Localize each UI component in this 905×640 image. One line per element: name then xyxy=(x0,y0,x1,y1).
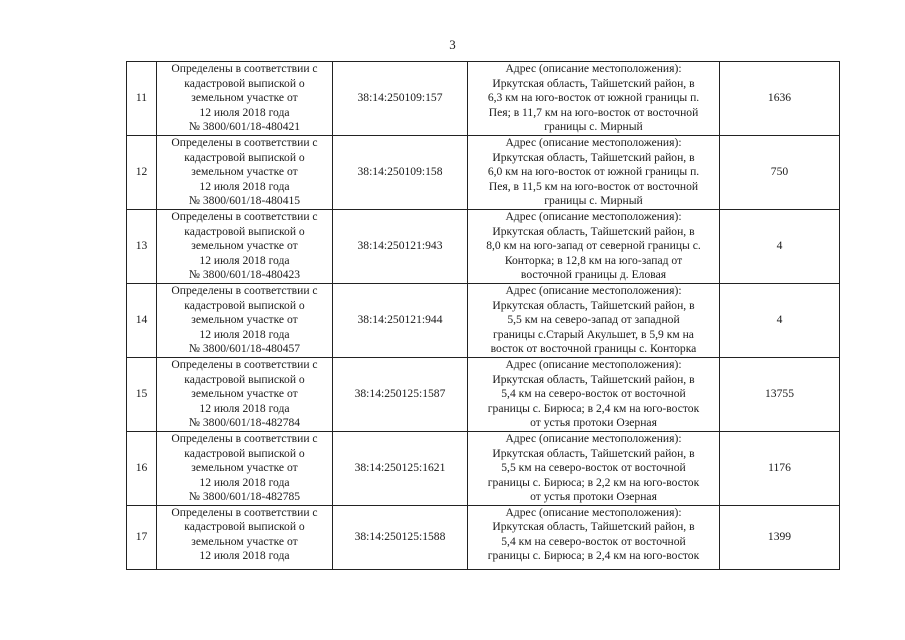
address-line: 6,0 км на юго-восток от южной границы п. xyxy=(487,165,700,179)
area-cell: 13755 xyxy=(720,358,840,432)
address-cell xyxy=(468,432,720,506)
basis-line: № 3800/601/18-480423 xyxy=(188,268,301,282)
address-line: Конторка; в 12,8 км на юго-запад от xyxy=(504,253,683,267)
page-number: 3 xyxy=(449,37,456,52)
address-line: 5,5 км на северо-запад от западной xyxy=(507,313,680,327)
table-row xyxy=(127,358,840,432)
basis-line: 12 июля 2018 года xyxy=(199,253,290,267)
basis-cell xyxy=(157,358,333,432)
basis-line: Определены в соответствии с xyxy=(171,432,318,446)
table-row xyxy=(127,284,840,358)
row-number-cell: 12 xyxy=(127,136,157,210)
address-line: 5,5 км на северо-восток от восточной xyxy=(501,461,686,475)
basis-cell xyxy=(157,284,333,358)
cadastral-number-cell: 38:14:250125:1588 xyxy=(333,506,468,570)
cadastral-number-cell: 38:14:250109:157 xyxy=(333,62,468,136)
address-line: границы с. Мирный xyxy=(544,194,643,208)
address-line: 5,4 км на северо-восток от восточной xyxy=(501,534,686,548)
address-line: Иркутская область, Тайшетский район, в xyxy=(492,372,695,386)
area-cell: 750 xyxy=(720,136,840,210)
address-line: Иркутская область, Тайшетский район, в xyxy=(492,150,695,164)
cadastral-number-cell: 38:14:250125:1587 xyxy=(333,358,468,432)
basis-line: кадастровой выпиской о xyxy=(184,298,305,312)
row-number-cell: 14 xyxy=(127,284,157,358)
basis-line: кадастровой выпиской о xyxy=(184,76,305,90)
address-line: Адрес (описание местоположения): xyxy=(505,136,682,150)
basis-line: Определены в соответствии с xyxy=(171,62,318,76)
basis-line: Определены в соответствии с xyxy=(171,506,318,519)
table-row xyxy=(127,506,840,570)
basis-line: кадастровой выпиской о xyxy=(184,372,305,386)
row-number-cell: 17 xyxy=(127,506,157,570)
address-line: восточной границы д. Еловая xyxy=(520,268,667,282)
address-line: Пея; в 11,7 км на юго-восток от восточной xyxy=(488,105,699,119)
basis-line: кадастровой выпиской о xyxy=(184,446,305,460)
basis-line: кадастровой выпиской о xyxy=(184,150,305,164)
table-row xyxy=(127,62,840,136)
basis-line: земельном участке от xyxy=(191,461,298,475)
basis-line: кадастровой выпиской о xyxy=(184,224,305,238)
address-line: от устья протоки Озерная xyxy=(530,490,657,504)
basis-line: 12 июля 2018 года xyxy=(199,401,290,415)
address-line: Адрес (описание местоположения): xyxy=(505,358,682,372)
address-line: 6,3 км на юго-восток от южной границы п. xyxy=(487,91,700,105)
basis-cell xyxy=(157,136,333,210)
address-line: Адрес (описание местоположения): xyxy=(505,506,682,519)
address-line: Пея, в 11,5 км на юго-восток от восточной xyxy=(488,179,699,193)
address-line: 8,0 км на юго-запад от северной границы с. xyxy=(486,239,701,253)
area-cell: 1636 xyxy=(720,62,840,136)
basis-line: 12 июля 2018 года xyxy=(199,179,290,193)
address-line: Адрес (описание местоположения): xyxy=(505,62,682,76)
area-cell: 1399 xyxy=(720,506,840,570)
land-plot-table xyxy=(126,61,840,570)
basis-line: № 3800/601/18-480415 xyxy=(188,194,301,208)
basis-line: 12 июля 2018 года xyxy=(199,549,290,563)
basis-line: кадастровой выпиской о xyxy=(184,520,305,534)
address-line: Иркутская область, Тайшетский район, в xyxy=(492,520,695,534)
cadastral-number-cell: 38:14:250121:944 xyxy=(333,284,468,358)
basis-cell xyxy=(157,62,333,136)
basis-line: № 3800/601/18-480457 xyxy=(188,342,301,356)
basis-line: 12 июля 2018 года xyxy=(199,475,290,489)
address-line: Иркутская область, Тайшетский район, в xyxy=(492,224,695,238)
basis-line: земельном участке от xyxy=(191,239,298,253)
basis-line: № 3800/601/18-482785 xyxy=(188,490,301,504)
cadastral-number-cell: 38:14:250109:158 xyxy=(333,136,468,210)
row-number-cell: 13 xyxy=(127,210,157,284)
row-number-cell: 15 xyxy=(127,358,157,432)
address-cell xyxy=(468,210,720,284)
basis-line: № 3800/601/18-482784 xyxy=(188,416,301,430)
basis-line: Определены в соответствии с xyxy=(171,358,318,372)
address-line: границы с. Мирный xyxy=(544,120,643,134)
table-row xyxy=(127,210,840,284)
basis-line: земельном участке от xyxy=(191,387,298,401)
address-cell xyxy=(468,62,720,136)
address-line: 5,4 км на северо-восток от восточной xyxy=(501,387,686,401)
cadastral-number-cell: 38:14:250125:1621 xyxy=(333,432,468,506)
area-cell: 4 xyxy=(720,284,840,358)
basis-line: 12 июля 2018 года xyxy=(199,327,290,341)
address-line: границы с. Бирюса; в 2,4 км на юго-восток xyxy=(487,549,700,563)
basis-cell xyxy=(157,506,333,570)
address-cell xyxy=(468,136,720,210)
address-line: границы с.Старый Акульшет, в 5,9 км на xyxy=(493,327,694,341)
basis-line: 12 июля 2018 года xyxy=(199,105,290,119)
address-line: Иркутская область, Тайшетский район, в xyxy=(492,76,695,90)
address-line: Иркутская область, Тайшетский район, в xyxy=(492,298,695,312)
table-row xyxy=(127,432,840,506)
basis-line: Определены в соответствии с xyxy=(171,210,318,224)
address-line: Адрес (описание местоположения): xyxy=(505,210,682,224)
basis-line: Определены в соответствии с xyxy=(171,284,318,298)
row-number-cell: 16 xyxy=(127,432,157,506)
basis-line: № 3800/601/18-480421 xyxy=(188,120,301,134)
address-line: Адрес (описание местоположения): xyxy=(505,284,682,298)
basis-line: земельном участке от xyxy=(191,91,298,105)
table-body xyxy=(127,62,840,570)
area-cell: 4 xyxy=(720,210,840,284)
cadastral-number-cell: 38:14:250121:943 xyxy=(333,210,468,284)
basis-cell xyxy=(157,210,333,284)
basis-line: Определены в соответствии с xyxy=(171,136,318,150)
address-cell xyxy=(468,284,720,358)
address-line: границы с. Бирюса; в 2,2 км на юго-восток xyxy=(487,475,700,489)
address-line: восток от восточной границы с. Конторка xyxy=(490,342,697,356)
address-line: от устья протоки Озерная xyxy=(530,416,657,430)
basis-line: земельном участке от xyxy=(191,534,298,548)
address-cell xyxy=(468,506,720,570)
address-cell xyxy=(468,358,720,432)
area-cell: 1176 xyxy=(720,432,840,506)
basis-line: земельном участке от xyxy=(191,165,298,179)
address-line: Иркутская область, Тайшетский район, в xyxy=(492,446,695,460)
address-line: границы с. Бирюса; в 2,4 км на юго-восток xyxy=(487,401,700,415)
basis-cell xyxy=(157,432,333,506)
table-row xyxy=(127,136,840,210)
basis-line: земельном участке от xyxy=(191,313,298,327)
row-number-cell: 11 xyxy=(127,62,157,136)
address-line: Адрес (описание местоположения): xyxy=(505,432,682,446)
